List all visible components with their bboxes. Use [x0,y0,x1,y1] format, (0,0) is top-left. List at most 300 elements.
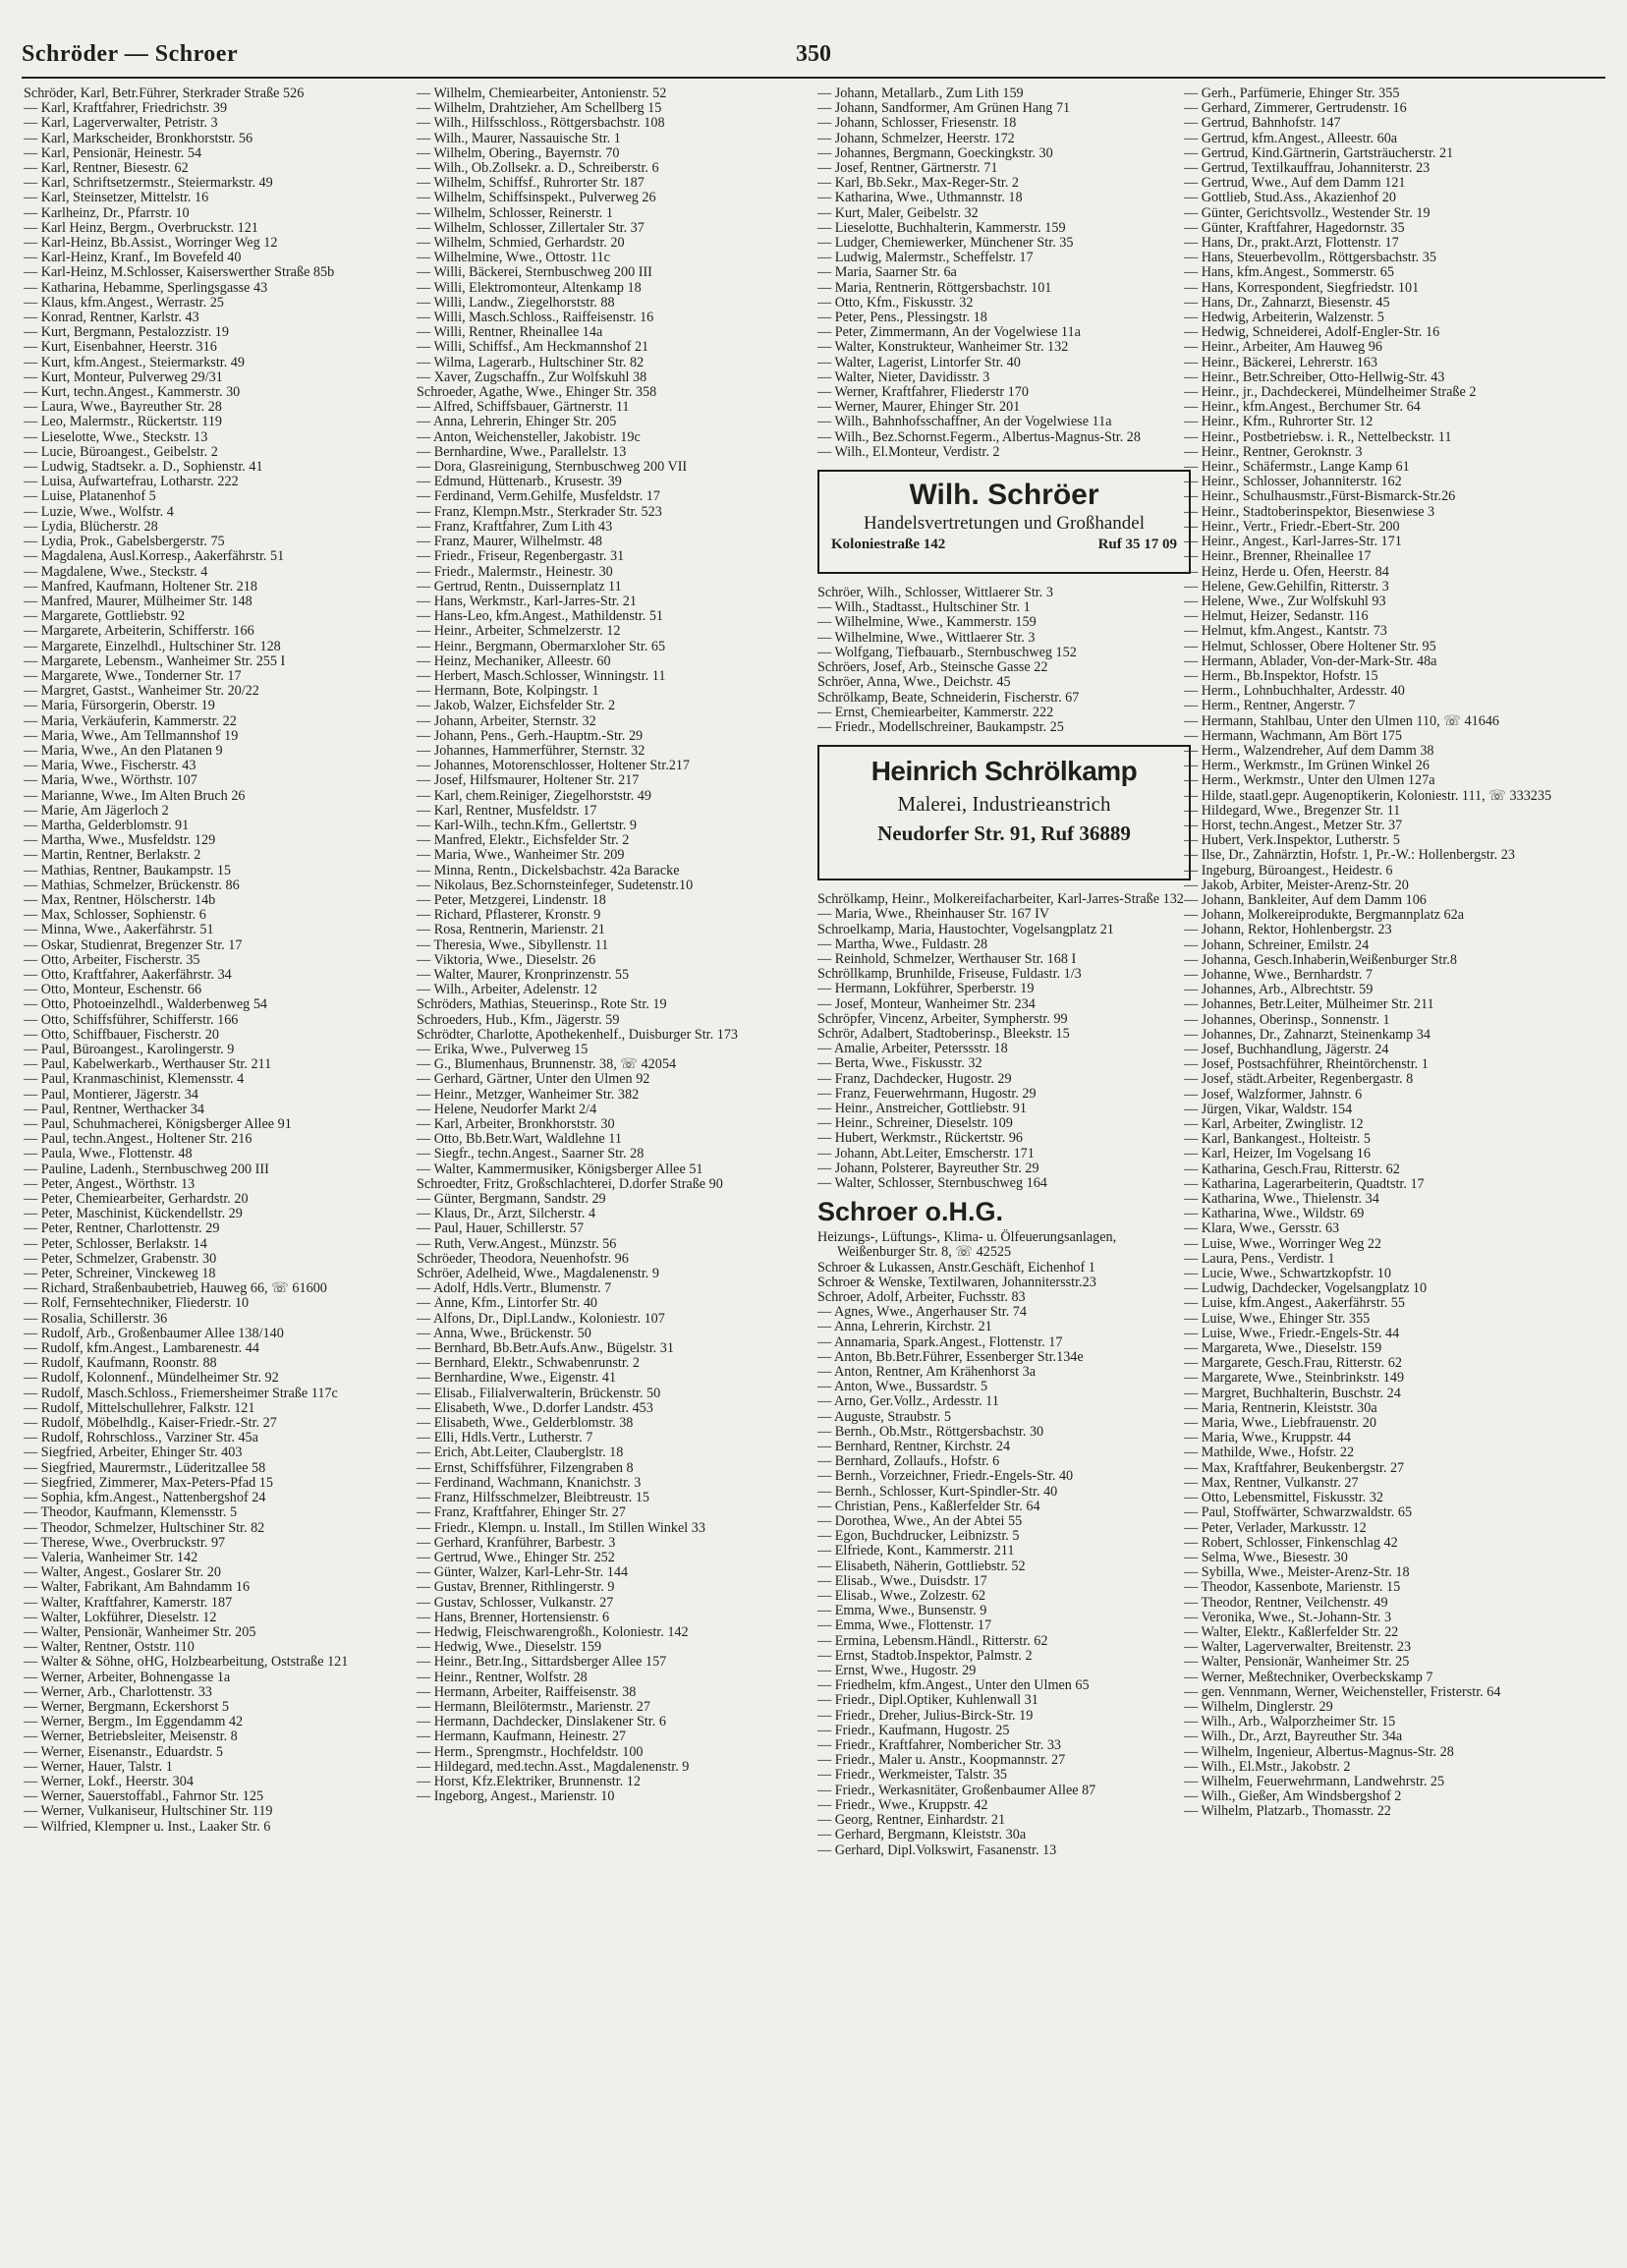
directory-entry: Schroer & Lukassen, Anstr.Geschäft, Eichenhof 1 [817,1259,1095,1276]
directory-entry: Schroer & Wenske, Textilwaren, Johannitersstr.23 [817,1274,1096,1290]
directory-entry: — Peter, Verlader, Markusstr. 12 [1184,1520,1367,1536]
directory-entry: — Valeria, Wanheimer Str. 142 [24,1550,198,1565]
directory-entry: — Wilh., Bahnhofsschaffner, An der Vogelwiese 11a [817,414,1112,430]
directory-entry: — Friedr., Werkmeister, Talstr. 35 [817,1768,1008,1784]
page-title: Schröder — Schroer [22,41,239,67]
directory-entry: — Magdalene, Wwe., Steckstr. 4 [24,564,208,580]
directory-entry: — Heinr., Angest., Karl-Jarres-Str. 171 [1184,535,1402,550]
directory-entry: — Maria, Wwe., Liebfrauenstr. 20 [1184,1416,1376,1432]
directory-entry: — Marianne, Wwe., Im Alten Bruch 26 [24,788,246,804]
directory-entry: — Heinr., jr., Dachdeckerei, Mündelheimer Straße 2 [1184,384,1477,401]
directory-entry: — Johann, Pens., Gerh.-Hauptm.-Str. 29 [417,728,644,744]
directory-entry: — Heinr., Rentner, Wolfstr. 28 [417,1670,588,1685]
directory-entry: — Mathilde, Wwe., Hofstr. 22 [1184,1446,1355,1461]
directory-entry: — Katharina, Wwe., Uthmannstr. 18 [817,191,1023,206]
directory-entry: — Werner, Bergmann, Eckershorst 5 [24,1699,229,1715]
directory-entry: — Heinr., Kfm., Ruhrorter Str. 12 [1184,415,1374,430]
directory-entry: — Kurt, Monteur, Pulverweg 29/31 [24,369,223,385]
directory-entry: — Wilhelm, Obering., Bayernstr. 70 [417,145,620,161]
directory-entry: — Otto, Schiffbauer, Fischerstr. 20 [24,1027,219,1043]
directory-entry: — Rudolf, Arb., Großenbaumer Allee 138/140 [24,1326,284,1341]
directory-entry: — Otto, Arbeiter, Fischerstr. 35 [24,952,200,968]
directory-entry: — Walter, Pensionär, Wanheimer Str. 25 [1184,1655,1410,1671]
directory-entry: — Max, Rentner, Hölscherstr. 14b [24,892,216,908]
directory-entry: — Kurt, Eisenbahner, Heerstr. 316 [24,340,217,356]
directory-entry: — Lucie, Wwe., Schwartzkopfstr. 10 [1184,1267,1391,1282]
directory-entry: — Hans, Korrespondent, Siegfriedstr. 101 [1184,280,1420,296]
directory-entry: — Anton, Weichensteller, Jakobistr. 19c [417,429,641,445]
directory-entry: — Friedr., Modellschreiner, Baukampstr. 25 [817,719,1064,735]
directory-entry: Schroeders, Hub., Kfm., Jägerstr. 59 [417,1012,620,1028]
directory-entry: — Gerh., Parfümerie, Ehinger Str. 355 [1184,86,1400,101]
directory-entry: — Rudolf, kfm.Angest., Lambarenestr. 44 [24,1341,259,1357]
directory-entry: — Therese, Wwe., Overbruckstr. 97 [24,1535,226,1551]
directory-entry: — Werner, Maurer, Ehinger Str. 201 [817,400,1021,416]
directory-entry: — Lieselotte, Wwe., Steckstr. 13 [24,429,208,445]
directory-entry: — Ilse, Dr., Zahnärztin, Hofstr. 1, Pr.-W.: Hollenbergstr. 23 [1184,847,1515,864]
directory-entry: — Johann, Metallarb., Zum Lith 159 [817,86,1024,101]
directory-entry: — Gerhard, Bergmann, Kleiststr. 30a [817,1828,1027,1843]
directory-entry: — Karl, Kraftfahrer, Friedrichstr. 39 [24,101,228,117]
company-heading: Schroer o.H.G. [817,1197,1004,1227]
directory-entry: — Franz, Kraftfahrer, Ehinger Str. 27 [417,1505,626,1521]
directory-entry: — Emma, Wwe., Flottenstr. 17 [817,1618,992,1634]
directory-entry: — Rudolf, Rohrschloss., Varziner Str. 45a [24,1431,258,1446]
directory-entry: — Wilhelm, Chemiearbeiter, Antonienstr. 52 [417,86,667,101]
directory-entry: — Bernhard, Rentner, Kirchstr. 24 [817,1440,1011,1455]
directory-entry: — Herm., Lohnbuchhalter, Ardesstr. 40 [1184,684,1405,700]
directory-entry: — Walter, Angest., Goslarer Str. 20 [24,1565,221,1581]
directory-entry: — Adolf, Hdls.Vertr., Blumenstr. 7 [417,1281,612,1297]
directory-entry: — Elisabeth, Wwe., Gelderblomstr. 38 [417,1416,634,1432]
directory-entry: — Luisa, Aufwartefrau, Lotharstr. 222 [24,475,239,490]
directory-entry: — Hans, Brenner, Hortensienstr. 6 [417,1610,610,1625]
directory-entry: — Jürgen, Vikar, Waldstr. 154 [1184,1102,1353,1117]
directory-entry: — Bernhard, Bb.Betr.Aufs.Anw., Bügelstr. 31 [417,1341,674,1357]
directory-entry: — Maria, Rentnerin, Röttgersbachstr. 101 [817,280,1052,296]
directory-entry: — Anton, Wwe., Bussardstr. 5 [817,1380,988,1395]
directory-entry: — Willi, Bäckerei, Sternbuschweg 200 III [417,265,652,281]
directory-entry: — Agnes, Wwe., Angerhauser Str. 74 [817,1305,1027,1321]
directory-entry: — Willi, Masch.Schloss., Raiffeisenstr. 16 [417,311,654,326]
directory-entry: — Ferdinand, Wachmann, Knanichstr. 3 [417,1475,642,1491]
directory-entry: — Ernst, Schiffsführer, Filzengraben 8 [417,1460,634,1476]
directory-entry: — Manfred, Maurer, Mülheimer Str. 148 [24,594,252,609]
directory-entry: — Johann, Schmelzer, Heerstr. 172 [817,131,1015,146]
directory-entry: — Friedr., Wwe., Kruppstr. 42 [817,1797,988,1813]
directory-entry: — Werner, Sauerstoffabl., Fahrnor Str. 125 [24,1789,264,1805]
directory-entry: — Walter, Kammermusiker, Königsberger Allee 51 [417,1162,703,1177]
directory-entry: — Heinr., Schäfermstr., Lange Kamp 61 [1184,460,1410,476]
directory-entry: — Manfred, Kaufmann, Holtener Str. 218 [24,579,257,595]
directory-entry: Schröllkamp, Brunhilde, Friseuse, Fuldastr. 1/3 [817,966,1082,983]
directory-entry: — Lydia, Prok., Gabelsbergerstr. 75 [24,535,225,550]
directory-entry: — Werner, Arb., Charlottenstr. 33 [24,1684,212,1700]
directory-entry: — Bernh., Vorzeichner, Friedr.-Engels-Str. 40 [817,1469,1074,1485]
directory-entry: — Maria, Wwe., Kruppstr. 44 [1184,1431,1351,1446]
directory-entry: Schröer, Wilh., Schlosser, Wittlaerer Str. 3 [817,586,1053,601]
directory-entry: — Christian, Pens., Kaßlerfelder Str. 64 [817,1499,1040,1514]
directory-entry: — Karl-Heinz, Kranf., Im Bovefeld 40 [24,251,242,266]
directory-entry: Schröders, Mathias, Steuerinsp., Rote Str. 19 [417,997,667,1013]
directory-entry: — Gertrud, Wwe., Ehinger Str. 252 [417,1550,615,1565]
directory-entry: — Ferdinand, Verm.Gehilfe, Musfeldstr. 17 [417,489,660,505]
directory-entry: — Hermann, Bote, Kolpingstr. 1 [417,684,599,700]
directory-entry: — Hedwig, Wwe., Dieselstr. 159 [417,1640,602,1656]
directory-entry: Schröeder, Theodora, Neuenhofstr. 96 [417,1251,629,1267]
directory-entry: — Günter, Kraftfahrer, Hagedornstr. 35 [1184,220,1405,236]
directory-entry: — Karl, Arbeiter, Bronkhorststr. 30 [417,1117,615,1133]
directory-entry: — Sybilla, Wwe., Meister-Arenz-Str. 18 [1184,1565,1410,1581]
directory-entry: — Karl Heinz, Bergm., Overbruckstr. 121 [24,220,258,236]
directory-entry: — Hermann, Bleilötermstr., Marienstr. 27 [417,1699,650,1715]
directory-entry: — Rudolf, Kaufmann, Roonstr. 88 [24,1356,217,1372]
directory-entry: — Karlheinz, Dr., Pfarrstr. 10 [24,205,190,221]
directory-entry: — Änne, Kfm., Lintorfer Str. 40 [417,1296,598,1312]
directory-entry: Schroer, Adolf, Arbeiter, Fuchsstr. 83 [817,1289,1026,1305]
directory-entry: — Peter, Rentner, Charlottenstr. 29 [24,1221,220,1237]
directory-entry: — Heinz, Mechaniker, Alleestr. 60 [417,653,611,669]
directory-entry: — Paul, Montierer, Jägerstr. 34 [24,1087,198,1103]
directory-entry: — Peter, Maschinist, Kückendellstr. 29 [24,1207,243,1222]
directory-entry: — Franz, Feuerwehrmann, Hugostr. 29 [817,1086,1037,1102]
directory-entry: — Josef, Buchhandlung, Jägerstr. 24 [1184,1043,1389,1057]
directory-entry: — Johannes, Motorenschlosser, Holtener Str.217 [417,759,691,774]
directory-entry: — Ludwig, Malermstr., Scheffelstr. 17 [817,251,1034,266]
directory-entry: — Klara, Wwe., Gersstr. 63 [1184,1221,1340,1237]
directory-entry: — Manfred, Elektr., Eichsfelder Str. 2 [417,833,630,849]
directory-entry: — Franz, Hilfsschmelzer, Bleibtreustr. 15 [417,1491,650,1506]
directory-entry: — Lydia, Blücherstr. 28 [24,519,158,535]
header-rule [22,77,1605,79]
directory-entry: — Friedr., Friseur, Regenbergastr. 31 [417,549,625,565]
directory-entry: — Friedr., Dipl.Optiker, Kuhlenwall 31 [817,1693,1038,1709]
directory-entry: — Wilhelmine, Wwe., Wittlaerer Str. 3 [817,630,1036,646]
directory-entry: — Luise, Wwe., Worringer Weg 22 [1184,1236,1382,1252]
directory-entry: — Margret, Buchhalterin, Buschstr. 24 [1184,1386,1401,1401]
directory-entry: — Wilh., Ob.Zollsekr. a. D., Schreiberstr. 6 [417,161,659,177]
directory-entry: — Wilh., Bez.Schornst.Fegerm., Albertus-Magnus-Str. 28 [817,428,1141,445]
directory-entry: — Bernh., Schlosser, Kurt-Spindler-Str. 40 [817,1484,1058,1500]
directory-entry: — Hans, Dr., Zahnarzt, Biesenstr. 45 [1184,295,1390,311]
directory-entry: Schrölkamp, Heinr., Molkereifacharbeiter, Karl-Jarres-Straße 132 [817,891,1184,908]
directory-entry: — Günter, Walzer, Karl-Lehr-Str. 144 [417,1565,629,1581]
directory-entry: — Theodor, Schmelzer, Hultschiner Str. 82 [24,1520,265,1536]
directory-entry: — Walter, Lagerverwalter, Breitenstr. 23 [1184,1640,1412,1656]
directory-entry: — Margret, Gastst., Wanheimer Str. 20/22 [24,684,259,700]
directory-entry: — Hildegard, Wwe., Bregenzer Str. 11 [1184,803,1401,819]
directory-entry: — Josef, Rentner, Gärtnerstr. 71 [817,161,998,177]
directory-entry: — Bernh., Ob.Mstr., Röttgersbachstr. 30 [817,1424,1044,1440]
directory-entry: — Walter, Konstrukteur, Wanheimer Str. 132 [817,340,1069,356]
directory-entry: — Margarete, Wwe., Tonderner Str. 17 [24,668,242,684]
directory-entry: — Annamaria, Spark.Angest., Flottenstr. 17 [817,1334,1063,1350]
directory-entry: — Wilh., Maurer, Nassauische Str. 1 [417,131,621,146]
directory-entry: — Hubert, Werkmstr., Rückertstr. 96 [817,1131,1024,1147]
directory-entry: — Heinr., Vertr., Friedr.-Ebert-Str. 200 [1184,519,1400,535]
directory-entry: — Klaus, kfm.Angest., Werrastr. 25 [24,295,224,311]
directory-entry: — Klaus, Dr., Arzt, Silcherstr. 4 [417,1207,596,1222]
directory-entry: — Wilhelm, Ingenieur, Albertus-Magnus-Str. 28 [1184,1744,1454,1760]
directory-entry: — Willi, Elektromonteur, Altenkamp 18 [417,280,642,296]
directory-entry: — Heinr., Betr.Ing., Sittardsberger Allee 157 [417,1655,667,1671]
directory-entry: — Richard, Straßenbaubetrieb, Hauweg 66, ☏ 61600 [24,1280,327,1297]
directory-entry: — Maria, Wwe., Fischerstr. 43 [24,759,196,774]
ad-contact [825,535,1183,553]
directory-entry: — Hedwig, Schneiderei, Adolf-Engler-Str. 16 [1184,325,1440,341]
directory-entry: — Gerhard, Dipl.Volkswirt, Fasanenstr. 13 [817,1843,1057,1858]
directory-entry: — Maria, Wwe., Wörthstr. 107 [24,773,197,789]
directory-entry: — Anton, Bb.Betr.Führer, Essenberger Str.134e [817,1349,1084,1365]
directory-entry: — Walter & Söhne, oHG, Holzbearbeitung, Oststraße 121 [24,1654,349,1671]
directory-entry: — Ernst, Stadtob.Inspektor, Palmstr. 2 [817,1648,1033,1664]
directory-entry: — Johannes, Arb., Albrechtstr. 59 [1184,983,1374,998]
directory-entry: — Otto, Schiffsführer, Schifferstr. 166 [24,1012,239,1028]
directory-entry: — Lucie, Büroangest., Geibelstr. 2 [24,444,218,460]
directory-entry: — Ermina, Lebensm.Händl., Ritterstr. 62 [817,1633,1048,1649]
directory-entry: — Theodor, Kaufmann, Klemensstr. 5 [24,1505,238,1521]
directory-entry: — Laura, Wwe., Bayreuther Str. 28 [24,400,222,416]
directory-entry: — Otto, Kfm., Fiskusstr. 32 [817,295,974,311]
directory-entry: — Luise, Wwe., Friedr.-Engels-Str. 44 [1184,1326,1400,1341]
directory-entry: — Dorothea, Wwe., An der Abtei 55 [817,1514,1023,1530]
directory-entry: — Ernst, Chemiearbeiter, Kammerstr. 222 [817,705,1054,720]
directory-entry: — Hans-Leo, kfm.Angest., Mathildenstr. 51 [417,609,664,625]
directory-entry: — Friedr., Maler u. Anstr., Koopmannstr. 27 [817,1753,1066,1769]
directory-entry: — Paul, Kabelwerkarb., Werthauser Str. 211 [24,1057,272,1073]
directory-entry: — Günter, Bergmann, Sandstr. 29 [417,1192,606,1208]
directory-entry: — Elisabeth, Näherin, Gottliebstr. 52 [817,1559,1026,1574]
directory-entry: — Gustav, Schlosser, Vulkanstr. 27 [417,1595,614,1611]
directory-entry: — Robert, Schlosser, Finkenschlag 42 [1184,1535,1398,1551]
directory-entry: — Johann, Abt.Leiter, Emscherstr. 171 [817,1146,1035,1162]
directory-entry: — Heinr., Postbetriebsw. i. R., Nettelbeckstr. 11 [1184,428,1452,445]
directory-entry: — Martin, Rentner, Berlakstr. 2 [24,848,201,864]
directory-entry: — Peter, Pens., Plessingstr. 18 [817,311,987,326]
directory-entry: — Konrad, Rentner, Karlstr. 43 [24,311,199,326]
directory-entry: — Johannes, Dr., Zahnarzt, Steinenkamp 34 [1184,1027,1431,1043]
directory-entry: — Wilhelm, Dinglerstr. 29 [1184,1699,1333,1715]
directory-entry: — Jakob, Walzer, Eichsfelder Str. 2 [417,699,616,714]
directory-entry: — Herm., Werkmstr., Im Grünen Winkel 26 [1184,759,1430,774]
directory-entry: — Walter, Maurer, Kronprinzenstr. 55 [417,967,630,983]
directory-entry: — Wilhelm, Schlosser, Zillertaler Str. 37 [417,220,645,236]
directory-entry: — Gertrud, Rentn., Duissernplatz 11 [417,579,622,595]
directory-entry: Schroelkamp, Maria, Haustochter, Vogelsangplatz 21 [817,921,1114,937]
directory-entry: — Hans, Werkmstr., Karl-Jarres-Str. 21 [417,594,637,609]
directory-entry: Schroedter, Fritz, Großschlachterei, D.dorfer Straße 90 [417,1175,723,1192]
directory-entry: — Sophia, kfm.Angest., Nattenbergshof 24 [24,1491,266,1506]
directory-entry: — Anna, Lehrerin, Kirchstr. 21 [817,1320,992,1335]
directory-entry: — Helene, Neudorfer Markt 2/4 [417,1102,597,1117]
directory-entry: — Helmut, Schlosser, Obere Holtener Str. 95 [1184,639,1436,654]
directory-entry: — G., Blumenhaus, Brunnenstr. 38, ☏ 42054 [417,1057,677,1073]
directory-entry: — Karl, Rentner, Biesestr. 62 [24,161,189,177]
directory-entry: — Wilhelm, Schiffsf., Ruhrorter Str. 187 [417,176,645,192]
directory-entry: — Wilh., Gießer, Am Windsbergshof 2 [1184,1789,1402,1805]
directory-entry: — Margarete, Einzelhdl., Hultschiner Str. 128 [24,639,281,654]
directory-entry: Schröer, Anna, Wwe., Deichstr. 45 [817,675,1011,691]
directory-entry: Schrödter, Charlotte, Apothekenhelf., Duisburger Str. 173 [417,1026,739,1043]
directory-entry: — Heinr., Betr.Schreiber, Otto-Hellwig-Str. 43 [1184,369,1445,385]
directory-entry: — Alfons, Dr., Dipl.Landw., Koloniestr. 107 [417,1311,665,1327]
directory-entry: — Margarete, Gottliebstr. 92 [24,609,186,625]
column-3-part-d [817,1230,1191,1858]
directory-entry: — Wilhelm, Feuerwehrmann, Landwehrstr. 25 [1184,1774,1445,1789]
directory-entry: — Werner, Vulkaniseur, Hultschiner Str. 119 [24,1804,273,1820]
directory-entry: — Karl, Lagerverwalter, Petristr. 3 [24,116,218,132]
directory-entry: — Karl, Arbeiter, Zwinglistr. 12 [1184,1117,1364,1133]
directory-entry: Schrölkamp, Beate, Schneiderin, Fischerstr. 67 [817,690,1080,706]
directory-entry: — Karl, Heizer, Im Vogelsang 16 [1184,1147,1371,1162]
directory-entry: — Veronika, Wwe., St.-Johann-Str. 3 [1184,1610,1392,1625]
directory-entry: — Katharina, Gesch.Frau, Ritterstr. 62 [1184,1162,1400,1177]
directory-entry: — Walter, Pensionär, Wanheimer Str. 205 [24,1624,256,1640]
directory-entry: — Luise, kfm.Angest., Aakerfährstr. 55 [1184,1296,1405,1312]
ad-heinrich-schroelkamp [817,745,1191,880]
directory-entry: — Franz, Klempn.Mstr., Sterkrader Str. 523 [417,504,662,520]
directory-entry: — Helene, Wwe., Zur Wolfskuhl 93 [1184,594,1386,609]
directory-entry: — Xaver, Zugschaffn., Zur Wolfskuhl 38 [417,369,647,385]
directory-entry: — Elisab., Wwe., Zolzestr. 62 [817,1589,986,1605]
directory-entry: — Johannes, Betr.Leiter, Mülheimer Str. 211 [1184,997,1434,1013]
ad-wilh-schroeer [817,470,1191,574]
directory-entry: — Heinz, Herde u. Öfen, Heerstr. 84 [1184,564,1389,580]
directory-entry: — Magdalena, Ausl.Korresp., Aakerfährstr. 51 [24,549,285,565]
directory-entry: — Margarete, Wwe., Steinbrinkstr. 149 [1184,1371,1405,1387]
directory-entry: — Anna, Lehrerin, Ehinger Str. 205 [417,415,617,430]
directory-entry: — Katharina, Wwe., Thielenstr. 34 [1184,1192,1379,1208]
directory-entry: — Werner, Bergm., Im Eggendamm 42 [24,1715,244,1730]
directory-entry: — Luise, Wwe., Ehinger Str. 355 [1184,1311,1371,1327]
directory-entry: — Hermann, Dachdecker, Dinslakener Str. 6 [417,1715,666,1730]
directory-entry: — Hermann, Wachmann, Am Bört 175 [1184,728,1403,744]
directory-entry: — Alfred, Schiffsbauer, Gärtnerstr. 11 [417,400,630,416]
directory-entry: — Maria, Wwe., Wanheimer Str. 209 [417,848,625,864]
directory-entry: — Ludwig, Dachdecker, Vogelsangplatz 10 [1184,1281,1428,1297]
directory-entry: — Bernhard, Elektr., Schwabenrunstr. 2 [417,1356,640,1372]
directory-entry: — Josef, Walzformer, Jahnstr. 6 [1184,1087,1363,1103]
directory-entry: — Paul, Stoffwärter, Schwarzwaldstr. 65 [1184,1505,1413,1521]
directory-entry: — Johannes, Oberinsp., Sonnenstr. 1 [1184,1012,1390,1028]
directory-entry: — Nikolaus, Bez.Schornsteinfeger, Sudetenstr.10 [417,877,694,893]
directory-entry: — Wilma, Lagerarb., Hultschiner Str. 82 [417,355,645,370]
directory-entry: — Hermann, Kaufmann, Heinestr. 27 [417,1729,627,1745]
directory-entry: — Karl, Steinsetzer, Mittelstr. 16 [24,191,209,206]
directory-entry: — Minna, Rentn., Dickelsbachstr. 42a Baracke [417,863,680,879]
directory-entry: — Dora, Glasreinigung, Sternbuschweg 200 VII [417,460,688,476]
directory-entry: — Peter, Schreiner, Vinckeweg 18 [24,1267,216,1282]
directory-entry: — Johanne, Wwe., Bernhardstr. 7 [1184,967,1374,983]
directory-entry: — Hedwig, Fleischwarengroßh., Koloniestr. 142 [417,1624,689,1640]
directory-entry: — Gertrud, Textilkauffrau, Johanniterstr. 23 [1184,161,1431,177]
directory-entry: — Hildegard, med.techn.Asst., Magdalenenstr. 9 [417,1759,690,1775]
directory-entry: — Katharina, Lagerarbeiterin, Quadtstr. 17 [1184,1176,1425,1192]
directory-entry: — Friedr., Kraftfahrer, Nombericher Str. 33 [817,1738,1062,1754]
directory-entry: — Herm., Walzendreher, Auf dem Damm 38 [1184,743,1434,759]
directory-entry: — Hermann, Lokführer, Sperberstr. 19 [817,982,1035,997]
directory-entry: — Johann, Polsterer, Bayreuther Str. 29 [817,1161,1039,1176]
directory-entry: — Katharina, Wwe., Wildstr. 69 [1184,1207,1365,1222]
directory-entry: — Wilh., Dr., Arzt, Bayreuther Str. 34a [1184,1729,1403,1745]
directory-entry: — Friedr., Kaufmann, Hugostr. 25 [817,1723,1010,1738]
directory-entry: — Gustav, Brenner, Rithlingerstr. 9 [417,1580,615,1596]
page-header [22,39,1607,75]
directory-entry: — Rolf, Fernsehtechniker, Fliederstr. 10 [24,1296,250,1312]
directory-entry: — Wilh., Arbeiter, Adelenstr. 12 [417,983,597,998]
directory-entry: — Gertrud, Kind.Gärtnerin, Gartsträucherstr. 21 [1184,144,1454,161]
directory-entry: — Erika, Wwe., Pulverweg 15 [417,1043,589,1057]
directory-entry: — Hans, Steuerbevollm., Röttgersbachstr. 35 [1184,251,1436,266]
directory-entry: — Peter, Angest., Wörthstr. 13 [24,1176,196,1192]
directory-entry: — Johann, Rektor, Hohlenbergstr. 23 [1184,923,1392,938]
directory-entry: — Elisab., Filialverwalterin, Brückenstr. 50 [417,1386,661,1401]
directory-entry: — Ruth, Verw.Angest., Münzstr. 56 [417,1236,617,1252]
directory-entry: — Otto, Bb.Betr.Wart, Waldlehne 11 [417,1132,622,1148]
directory-entry: — Peter, Metzgerei, Lindenstr. 18 [417,892,606,908]
directory-entry: — Wilhelmine, Wwe., Ottostr. 11c [417,251,610,266]
directory-entry: — Karl, Pensionär, Heinestr. 54 [24,145,202,161]
directory-entry: — Herm., Rentner, Angerstr. 7 [1184,699,1356,714]
directory-entry: — Werner, Arbeiter, Bohnengasse 1a [24,1670,231,1685]
directory-entry: — Hermann, Stahlbau, Unter den Ulmen 110, ☏ 41646 [1184,712,1500,729]
directory-entry: — Kurt, Maler, Geibelstr. 32 [817,205,979,221]
directory-entry: — Horst, Kfz.Elektriker, Brunnenstr. 12 [417,1774,641,1789]
directory-entry: — Anna, Wwe., Brückenstr. 50 [417,1326,591,1341]
directory-entry: — Otto, Lebensmittel, Fiskusstr. 32 [1184,1491,1383,1506]
directory-entry: — Rudolf, Möbelhdlg., Kaiser-Friedr.-Str. 27 [24,1416,277,1432]
directory-entry: — Siegfried, Maurermstr., Lüderitzallee 58 [24,1460,266,1476]
directory-entry: — Karl-Heinz, Bb.Assist., Worringer Weg 12 [24,236,278,252]
directory-entry: — Ingeburg, Büroangest., Heidestr. 6 [1184,863,1393,879]
directory-entry: — Friedhelm, kfm.Angest., Unter den Ulmen 65 [817,1678,1090,1694]
directory-entry: — Friedr., Malermstr., Heinestr. 30 [417,564,613,580]
directory-entry: — Luise, Platanenhof 5 [24,489,156,505]
directory-entry: — Siegfried, Zimmerer, Max-Peters-Pfad 15 [24,1475,273,1491]
directory-entry: — Rudolf, Mittelschullehrer, Falkstr. 121 [24,1400,255,1416]
directory-entry: — Otto, Kraftfahrer, Aakerfährstr. 34 [24,967,232,983]
directory-entry: — Erich, Abt.Leiter, Clauberglstr. 18 [417,1446,624,1461]
directory-entry: — Peter, Chemiearbeiter, Gerhardstr. 20 [24,1192,249,1208]
ad-business-line: Handelsvertretungen und Großhandel [864,513,1145,535]
directory-entry: — Paula, Wwe., Flottenstr. 48 [24,1147,193,1162]
directory-entry: — Karl-Heinz, M.Schlosser, Kaiserswerther Straße 85b [24,264,335,281]
directory-entry: — Walter, Lagerist, Lintorfer Str. 40 [817,355,1021,370]
ad-company-name: Wilh. Schröer [909,479,1099,512]
directory-entry: — Martha, Wwe., Musfeldstr. 129 [24,833,216,849]
directory-entry: — Franz, Dachdecker, Hugostr. 29 [817,1071,1012,1087]
directory-entry: — Elisabeth, Wwe., D.dorfer Landstr. 453 [417,1400,653,1416]
directory-entry: — Friedr., Dreher, Julius-Birck-Str. 19 [817,1708,1034,1724]
directory-entry: — Peter, Schlosser, Berlakstr. 14 [24,1236,207,1252]
ad-address: Neudorfer Str. 91, Ruf 36889 [877,822,1131,846]
directory-entry: — Leo, Malermstr., Rückertstr. 119 [24,415,223,430]
directory-entry: Schrör, Adalbert, Stadtoberinsp., Bleekstr. 15 [817,1026,1070,1042]
directory-entry: Schröder, Karl, Betr.Führer, Sterkrader Straße 526 [24,85,305,101]
directory-entry: — Hubert, Verk.Inspektor, Lutherstr. 5 [1184,833,1400,849]
directory-entry: — Maria, Rentnerin, Kleiststr. 30a [1184,1400,1377,1416]
directory-entry: Heizungs-, Lüftungs-, Klima- u. Ölfeuerungsanlagen, Weißenburger Str. 8, ☏ 42525 [817,1229,1117,1261]
directory-entry: — Gertrud, Wwe., Auf dem Damm 121 [1184,176,1406,192]
directory-entry: — Siegfried, Arbeiter, Ehinger Str. 403 [24,1446,243,1461]
directory-entry: — Siegfr., techn.Angest., Saarner Str. 28 [417,1147,645,1162]
directory-entry: — Amalie, Arbeiter, Peterssstr. 18 [817,1042,1008,1057]
directory-entry: — Karl, Bankangest., Holteistr. 5 [1184,1132,1371,1148]
directory-entry: — Heinr., Schreiner, Dieselstr. 109 [817,1116,1013,1132]
directory-entry: — Ingeborg, Angest., Marienstr. 10 [417,1789,615,1805]
directory-entry: — Willi, Landw., Ziegelhorststr. 88 [417,295,615,311]
directory-entry: — Heinr., Anstreicher, Gottliebstr. 91 [817,1101,1027,1116]
